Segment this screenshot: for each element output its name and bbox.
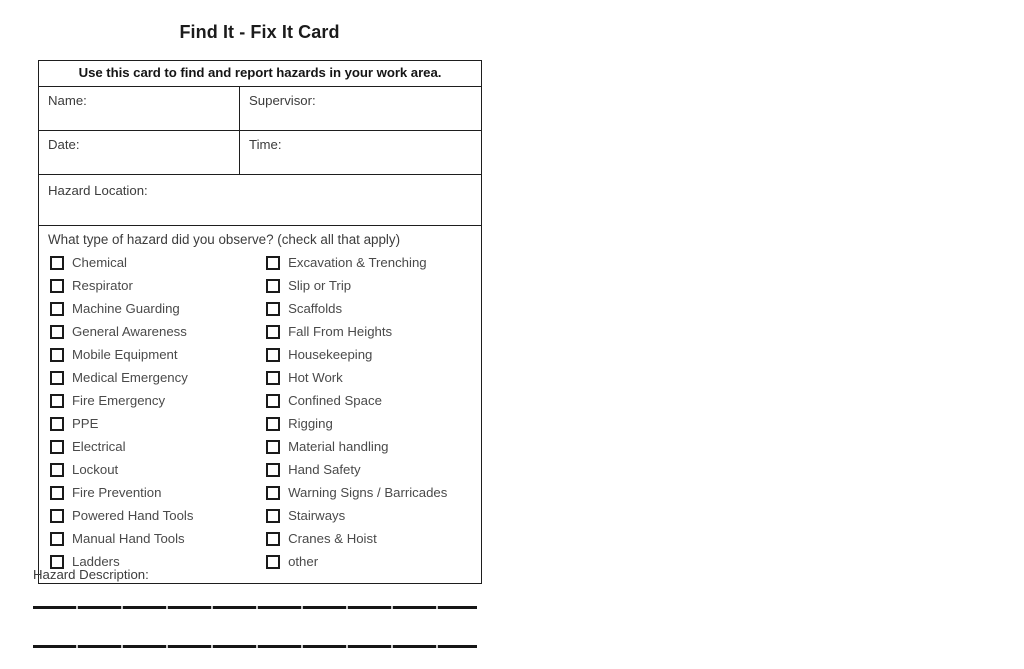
date-label: Date: (48, 137, 80, 152)
hazard-checkbox-item[interactable] (266, 251, 481, 274)
hazard-checkbox-label: Machine Guarding (72, 300, 180, 316)
checkbox-icon[interactable] (266, 486, 280, 500)
hazard-types-cell (39, 226, 482, 584)
hazard-location-field-cell[interactable] (39, 175, 482, 226)
hazard-checkbox-label: Fire Emergency (72, 392, 166, 408)
hazard-checkbox-label: Medical Emergency (72, 369, 188, 385)
hazard-checkbox-item[interactable] (50, 504, 259, 527)
name-supervisor-row (39, 87, 482, 131)
hazard-checkbox-label: Ladders (72, 553, 120, 569)
supervisor-field-cell[interactable] (240, 87, 482, 131)
hazard-checkbox-label: Chemical (72, 254, 127, 270)
hazard-checkbox-item[interactable] (50, 366, 259, 389)
checkbox-icon[interactable] (266, 256, 280, 270)
hazard-checkbox-label: Respirator (72, 277, 133, 293)
hazard-checkbox-label: Mobile Equipment (72, 346, 178, 362)
checkbox-icon[interactable] (266, 463, 280, 477)
hazard-checkbox-item[interactable] (50, 251, 259, 274)
hazard-location-label: Hazard Location: (48, 183, 148, 198)
hazard-checkbox-label: Cranes & Hoist (288, 530, 377, 546)
hazard-checkbox-label: other (288, 553, 319, 569)
hazard-checkbox-item[interactable] (266, 458, 481, 481)
hazard-checkbox-item[interactable] (50, 527, 259, 550)
checkbox-icon[interactable] (266, 302, 280, 316)
hazard-checkbox-item[interactable] (266, 412, 481, 435)
checkbox-icon[interactable] (50, 256, 64, 270)
hazard-checkbox-item[interactable] (50, 435, 259, 458)
hazard-types-row (39, 226, 482, 584)
hazard-checkbox-column-right (259, 251, 481, 573)
checkbox-icon[interactable] (50, 440, 64, 454)
hazard-checkbox-item[interactable] (266, 550, 481, 573)
hazard-checkbox-item[interactable] (266, 504, 481, 527)
hazard-checkbox-item[interactable] (266, 274, 481, 297)
name-field-cell[interactable] (39, 87, 240, 131)
hazard-checkbox-item[interactable] (50, 297, 259, 320)
hazard-checkbox-label: Powered Hand Tools (72, 507, 194, 523)
banner-text: Use this card to find and report hazards in your work area. (78, 65, 442, 80)
hazard-checkbox-label: Fall From Heights (288, 323, 393, 339)
hazard-checkbox-item[interactable] (266, 297, 481, 320)
hazard-location-row (39, 175, 482, 226)
hazard-checkbox-item[interactable] (50, 274, 259, 297)
time-label: Time: (249, 137, 282, 152)
hazard-checkbox-label: Hot Work (288, 369, 343, 385)
hazard-checkbox-label: Confined Space (288, 392, 382, 408)
hazard-checkbox-label: Stairways (288, 507, 346, 523)
hazard-checkbox-label: Excavation & Trenching (288, 254, 427, 270)
checkbox-icon[interactable] (266, 394, 280, 408)
hazard-checkbox-item[interactable] (266, 343, 481, 366)
hazard-checkbox-item[interactable] (50, 458, 259, 481)
time-field-cell[interactable] (240, 131, 482, 175)
hazard-checkbox-item[interactable] (266, 389, 481, 412)
hazard-checkbox-item[interactable] (50, 412, 259, 435)
hazard-description-line-1[interactable] (33, 606, 477, 609)
hazard-checkbox-item[interactable] (266, 435, 481, 458)
hazard-checkbox-item[interactable] (266, 320, 481, 343)
hazard-checkbox-label: Slip or Trip (288, 277, 352, 293)
checkbox-icon[interactable] (50, 509, 64, 523)
hazard-checkbox-grid (39, 251, 481, 575)
checkbox-icon[interactable] (50, 417, 64, 431)
checkbox-icon[interactable] (50, 348, 64, 362)
hazard-description-label: Hazard Description: (33, 567, 149, 582)
hazard-checkbox-item[interactable] (266, 366, 481, 389)
checkbox-icon[interactable] (50, 325, 64, 339)
date-field-cell[interactable] (39, 131, 240, 175)
hazard-checkbox-item[interactable] (50, 389, 259, 412)
hazard-checkbox-column-left (39, 251, 259, 573)
hazard-checkbox-label: Manual Hand Tools (72, 530, 185, 546)
checkbox-icon[interactable] (266, 509, 280, 523)
supervisor-label: Supervisor: (249, 93, 316, 108)
hazard-checkbox-item[interactable] (50, 481, 259, 504)
checkbox-icon[interactable] (266, 417, 280, 431)
date-time-row (39, 131, 482, 175)
find-it-fix-it-card-table (38, 60, 482, 584)
hazard-checkbox-label: Warning Signs / Barricades (288, 484, 448, 500)
checkbox-icon[interactable] (50, 463, 64, 477)
hazard-checkbox-label: Electrical (72, 438, 126, 454)
checkbox-icon[interactable] (50, 371, 64, 385)
checkbox-icon[interactable] (266, 348, 280, 362)
checkbox-icon[interactable] (50, 394, 64, 408)
hazard-checkbox-item[interactable] (266, 527, 481, 550)
hazard-checkbox-item[interactable] (50, 343, 259, 366)
banner-cell (39, 61, 482, 87)
checkbox-icon[interactable] (266, 325, 280, 339)
hazard-checkbox-label: Scaffolds (288, 300, 343, 316)
hazard-checkbox-label: PPE (72, 415, 99, 431)
hazard-checkbox-label: Housekeeping (288, 346, 373, 362)
hazard-checkbox-label: General Awareness (72, 323, 187, 339)
checkbox-icon[interactable] (266, 555, 280, 569)
hazard-checkbox-label: Lockout (72, 461, 119, 477)
checkbox-icon[interactable] (50, 279, 64, 293)
checkbox-icon[interactable] (266, 440, 280, 454)
checkbox-icon[interactable] (266, 279, 280, 293)
hazard-description-line-2[interactable] (33, 645, 477, 648)
checkbox-icon[interactable] (50, 486, 64, 500)
checkbox-icon[interactable] (266, 371, 280, 385)
hazard-checkbox-label: Rigging (288, 415, 333, 431)
checkbox-icon[interactable] (50, 532, 64, 546)
hazard-type-question: What type of hazard did you observe? (check all that apply) (48, 232, 401, 247)
page-title: Find It - Fix It Card (179, 22, 340, 42)
banner-row (39, 61, 482, 87)
hazard-checkbox-label: Fire Prevention (72, 484, 162, 500)
checkbox-icon[interactable] (266, 532, 280, 546)
hazard-checkbox-item[interactable] (266, 481, 481, 504)
name-label: Name: (48, 93, 87, 108)
hazard-checkbox-label: Material handling (288, 438, 389, 454)
hazard-checkbox-label: Hand Safety (288, 461, 361, 477)
checkbox-icon[interactable] (50, 302, 64, 316)
hazard-checkbox-item[interactable] (50, 320, 259, 343)
